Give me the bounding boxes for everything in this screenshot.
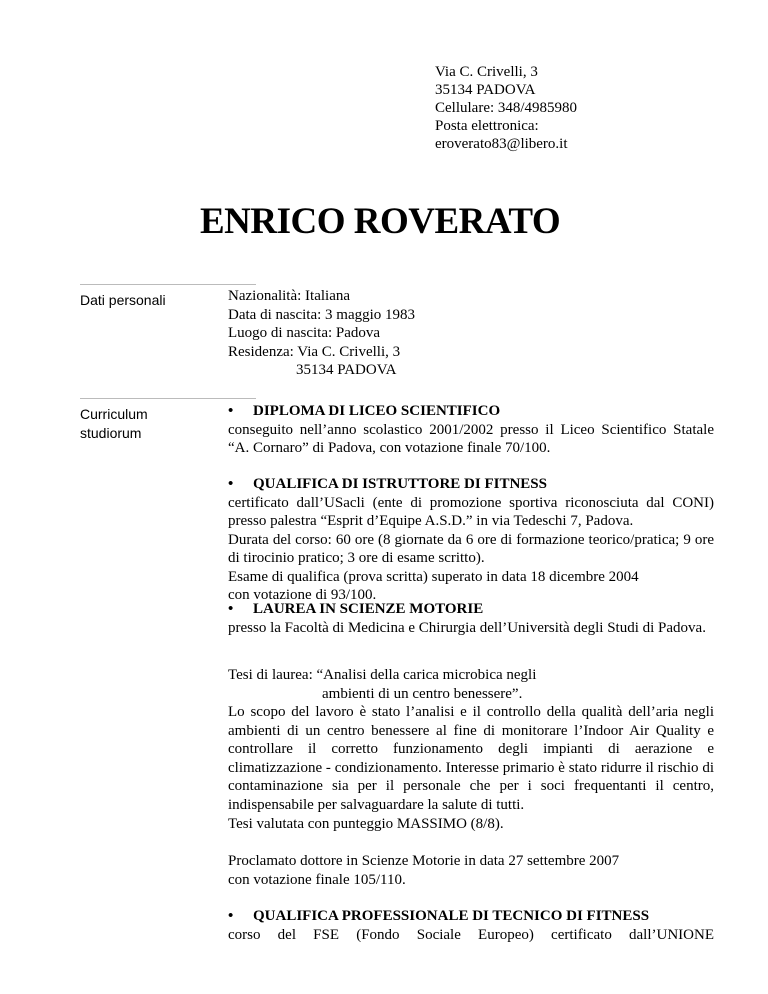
education-diploma-text: conseguito nell’anno scolastico 2001/2002 presso il Liceo Scientifico Statale “A. Cornaro” di Padova, con votazione finale 70/100.	[228, 421, 714, 456]
education-degree-proclaimed-line2: con votazione finale 105/110.	[228, 871, 406, 888]
education-diploma	[228, 402, 714, 458]
address-street: Via C. Crivelli, 3	[435, 64, 538, 80]
education-fitness-technician	[228, 907, 714, 944]
education-fitness-instructor-text2: Durata del corso: 60 ore (8 giornate da 6 ore di formazione teorico/pratica; 9 ore di tirocinio pratico; 3 ore di esame scritto).	[228, 531, 714, 566]
education-degree-thesis-line2: ambienti di un centro benessere”.	[322, 685, 523, 702]
education-fitness-technician-title	[228, 907, 714, 926]
education-fitness-instructor-title	[228, 475, 714, 494]
section-label-studies-line2: studiorum	[80, 425, 142, 441]
bullet-icon: •	[228, 601, 234, 617]
contact-address-block	[435, 63, 577, 153]
section-label-personal-text: Dati personali	[80, 292, 166, 308]
education-fitness-instructor	[228, 475, 714, 605]
education-degree-thesis-line1: Tesi di laurea: “Analisi della carica microbica negli	[228, 667, 537, 683]
personal-data-block	[228, 287, 714, 380]
personal-birth-place: Luogo di nascita: Padova	[228, 325, 381, 341]
education-degree-proclaimed	[228, 852, 714, 889]
personal-nationality: Nazionalità: Italiana	[228, 288, 351, 304]
education-fitness-technician-text: corso del FSE (Fondo Sociale Europeo) certificato dall’UNIONE	[228, 926, 714, 943]
education-degree-score	[228, 815, 714, 834]
education-fitness-instructor-text4: con votazione di 93/100.	[228, 587, 377, 603]
page-title-name: ENRICO ROVERATO	[200, 201, 561, 242]
bullet-icon: •	[228, 403, 234, 419]
education-fitness-instructor-title-text: QUALIFICA DI ISTRUTTORE DI FITNESS	[253, 476, 547, 492]
personal-birth-date: Data di nascita: 3 maggio 1983	[228, 306, 416, 323]
education-degree-text: presso la Facoltà di Medicina e Chirurgia dell’Università degli Studi di Padova.	[228, 619, 706, 636]
education-degree	[228, 600, 714, 637]
education-fitness-instructor-text1: certificato dall’USacli (ente di promozione sportiva riconosciuta dal CONI) presso palestra “Esprit d’Equipe A.S.D.” in via Tedeschi 7, Padova.	[228, 494, 714, 529]
personal-residence-city: 35134 PADOVA	[296, 362, 397, 378]
education-fitness-technician-title-text: QUALIFICA PROFESSIONALE DI TECNICO DI FITNESS	[253, 908, 650, 924]
address-city: 35134 PADOVA	[435, 82, 536, 98]
address-email: eroverato83@libero.it	[435, 136, 568, 152]
personal-residence: Residenza: Via C. Crivelli, 3	[228, 343, 401, 360]
education-degree-title	[228, 600, 714, 619]
address-phone: Cellulare: 348/4985980	[435, 100, 578, 116]
education-degree-title-text: LAUREA IN SCIENZE MOTORIE	[253, 601, 484, 617]
education-fitness-instructor-text3: Esame di qualifica (prova scritta) superato in data 18 dicembre 2004	[228, 568, 639, 585]
address-email-label: Posta elettronica:	[435, 118, 539, 134]
education-degree-proclaimed-line1: Proclamato dottore in Scienze Motorie in data 27 settembre 2007	[228, 853, 620, 869]
education-degree-thesis	[228, 666, 714, 814]
education-diploma-title	[228, 402, 714, 421]
education-degree-score-text: Tesi valutata con punteggio MASSIMO (8/8).	[228, 816, 504, 832]
section-label-studies-line1: Curriculum	[80, 406, 148, 422]
education-diploma-title-text: DIPLOMA DI LICEO SCIENTIFICO	[253, 403, 501, 419]
education-degree-thesis-desc: Lo scopo del lavoro è stato l’analisi e il controllo della qualità dell’aria negli ambienti di un centro benessere al fine di monitorare l’Indoor Air Quality e controllare il corretto funzionamento degli impianti di aerazione e climatizzazione - condizionamento. Interesse primario è stato ridurre il rischio di contaminazione sia per il personale che per i soci frequentanti il centro, indispensabile per salvaguardare la salute di tutti.	[228, 704, 714, 813]
bullet-icon: •	[228, 908, 234, 924]
bullet-icon: •	[228, 476, 234, 492]
